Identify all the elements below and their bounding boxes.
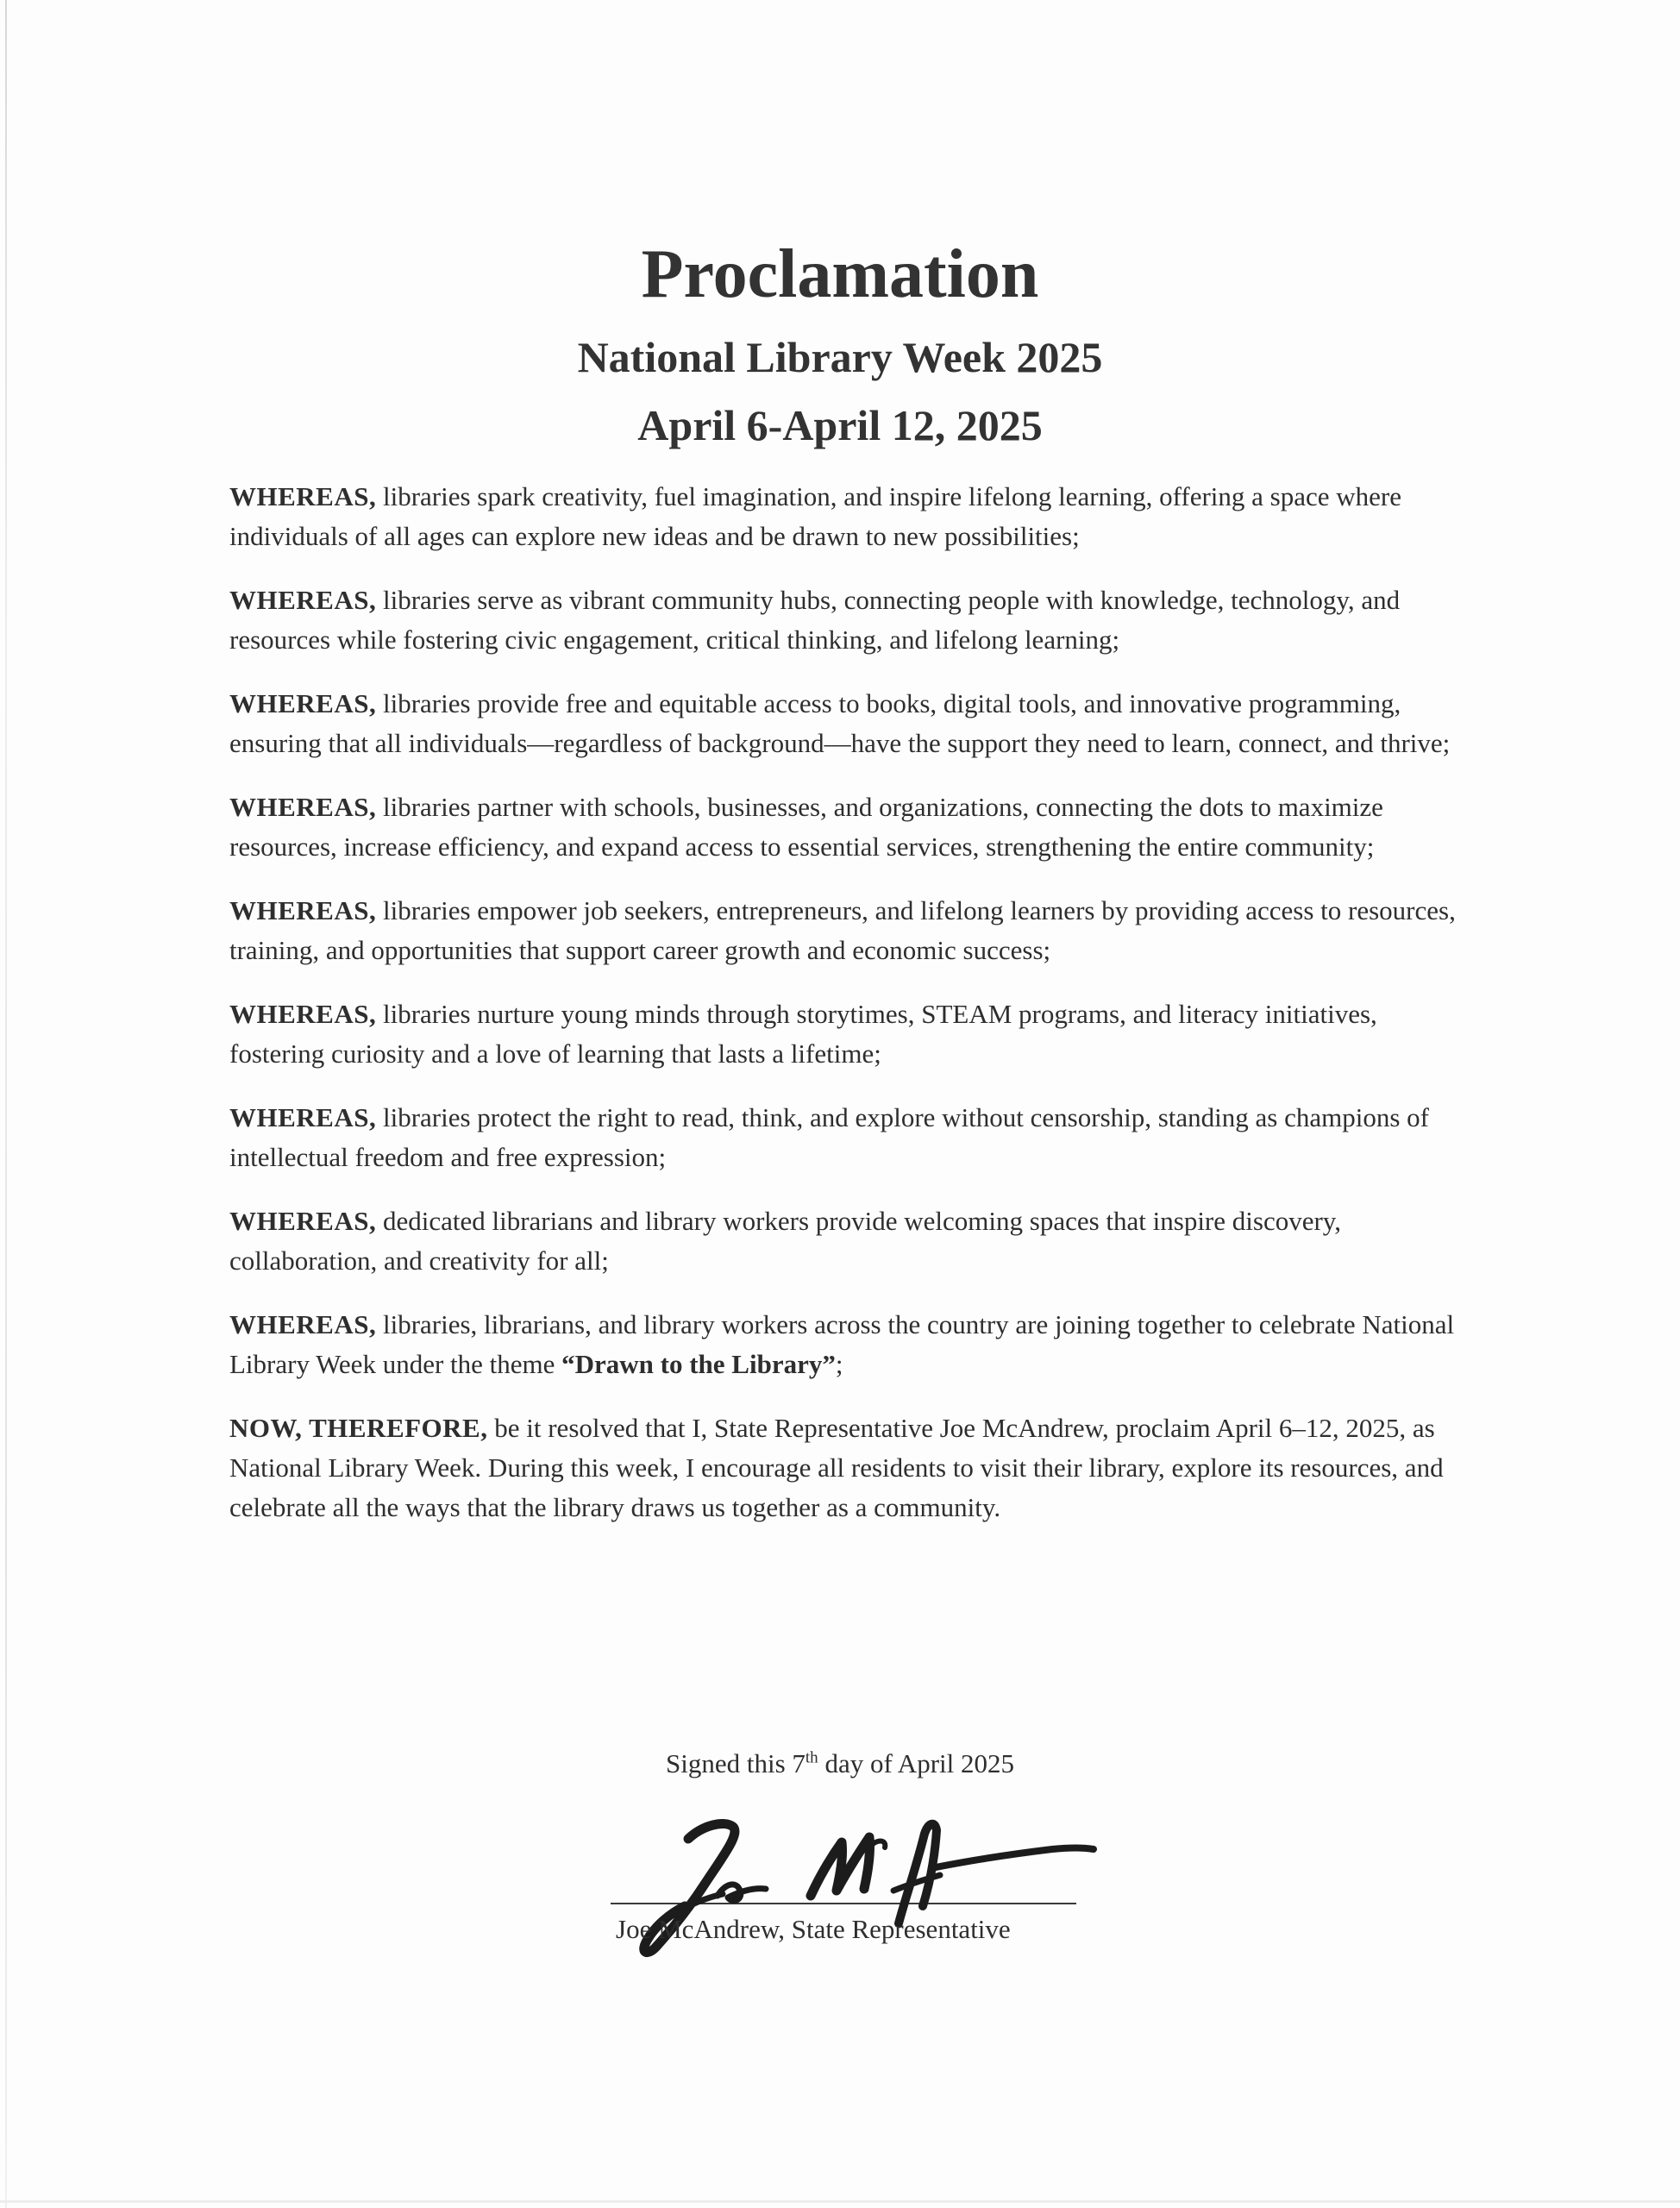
- whereas-lead: WHEREAS,: [229, 688, 377, 718]
- paragraph-text: libraries empower job seekers, entrepreneurs, and lifelong learners by providing access to resources, training, and opportunities that support career growth and economic success;: [229, 895, 1456, 965]
- paragraph-text: libraries, librarians, and library workers across the country are joining together to celebrate National Library Week under the theme: [229, 1309, 1455, 1379]
- ordinal-suffix: th: [805, 1748, 818, 1767]
- resolution-text: be it resolved that I, State Representative Joe McAndrew, proclaim April 6–12, 2025, as National Library Week. During this week, I encourage all residents to visit their library, explore its resources, and celebrate all the ways that the library draws us together as a community.: [229, 1413, 1444, 1522]
- paragraph-text: libraries nurture young minds through storytimes, STEAM programs, and literacy initiatives, fostering curiosity and a love of learning that lasts a lifetime;: [229, 999, 1377, 1069]
- signed-prefix: Signed this 7: [666, 1748, 806, 1778]
- whereas-paragraph: [229, 684, 1471, 763]
- whereas-paragraph: [229, 787, 1471, 867]
- document-title: Proclamation: [641, 236, 1039, 312]
- resolution-paragraph: [229, 1408, 1471, 1527]
- document-dates: April 6-April 12, 2025: [637, 401, 1043, 449]
- signatory-name: Joe McAndrew, State Representative: [616, 1914, 1011, 1944]
- resolution-lead: NOW, THEREFORE,: [229, 1413, 488, 1443]
- whereas-paragraph: [229, 1098, 1471, 1177]
- document-subtitle: National Library Week 2025: [577, 333, 1103, 381]
- whereas-lead: WHEREAS,: [229, 999, 377, 1029]
- paragraph-text: dedicated librarians and library workers provide welcoming spaces that inspire discovery, collaboration, and creativity for all;: [229, 1206, 1342, 1276]
- whereas-lead: WHEREAS,: [229, 1102, 377, 1132]
- whereas-theme-paragraph: [229, 1305, 1471, 1384]
- whereas-paragraph: [229, 477, 1471, 556]
- whereas-lead: WHEREAS,: [229, 1206, 377, 1236]
- proclamation-body: [229, 477, 1471, 1552]
- whereas-paragraph: [229, 994, 1471, 1074]
- paragraph-end: ;: [835, 1349, 843, 1379]
- signed-suffix: day of April 2025: [818, 1748, 1014, 1778]
- signed-date: [0, 1744, 1680, 1784]
- paragraph-text: libraries protect the right to read, think, and explore without censorship, standing as champions of intellectual freedom and free expression;: [229, 1102, 1429, 1172]
- theme-name: “Drawn to the Library”: [561, 1349, 836, 1379]
- paragraph-text: libraries spark creativity, fuel imagination, and inspire lifelong learning, offering a space where individuals of all ages can explore new ideas and be drawn to new possibilities;: [229, 481, 1401, 551]
- whereas-lead: WHEREAS,: [229, 585, 377, 615]
- paragraph-text: libraries serve as vibrant community hubs, connecting people with knowledge, technology, and resources while fostering civic engagement, critical thinking, and lifelong learning;: [229, 585, 1401, 655]
- paragraph-text: libraries partner with schools, businesses, and organizations, connecting the dots to maximize resources, increase efficiency, and expand access to essential services, strengthening the entire community;: [229, 792, 1383, 862]
- whereas-lead: WHEREAS,: [229, 481, 377, 511]
- whereas-lead: WHEREAS,: [229, 792, 377, 822]
- whereas-lead: WHEREAS,: [229, 1309, 377, 1339]
- paragraph-text: libraries provide free and equitable access to books, digital tools, and innovative programming, ensuring that all individuals—regardless of background—have the support they need to learn, connect, and thrive;: [229, 688, 1451, 758]
- whereas-lead: WHEREAS,: [229, 895, 377, 925]
- page-edge-bottom: [0, 2200, 1680, 2203]
- whereas-paragraph: [229, 891, 1471, 970]
- whereas-paragraph: [229, 580, 1471, 660]
- whereas-paragraph: [229, 1201, 1471, 1281]
